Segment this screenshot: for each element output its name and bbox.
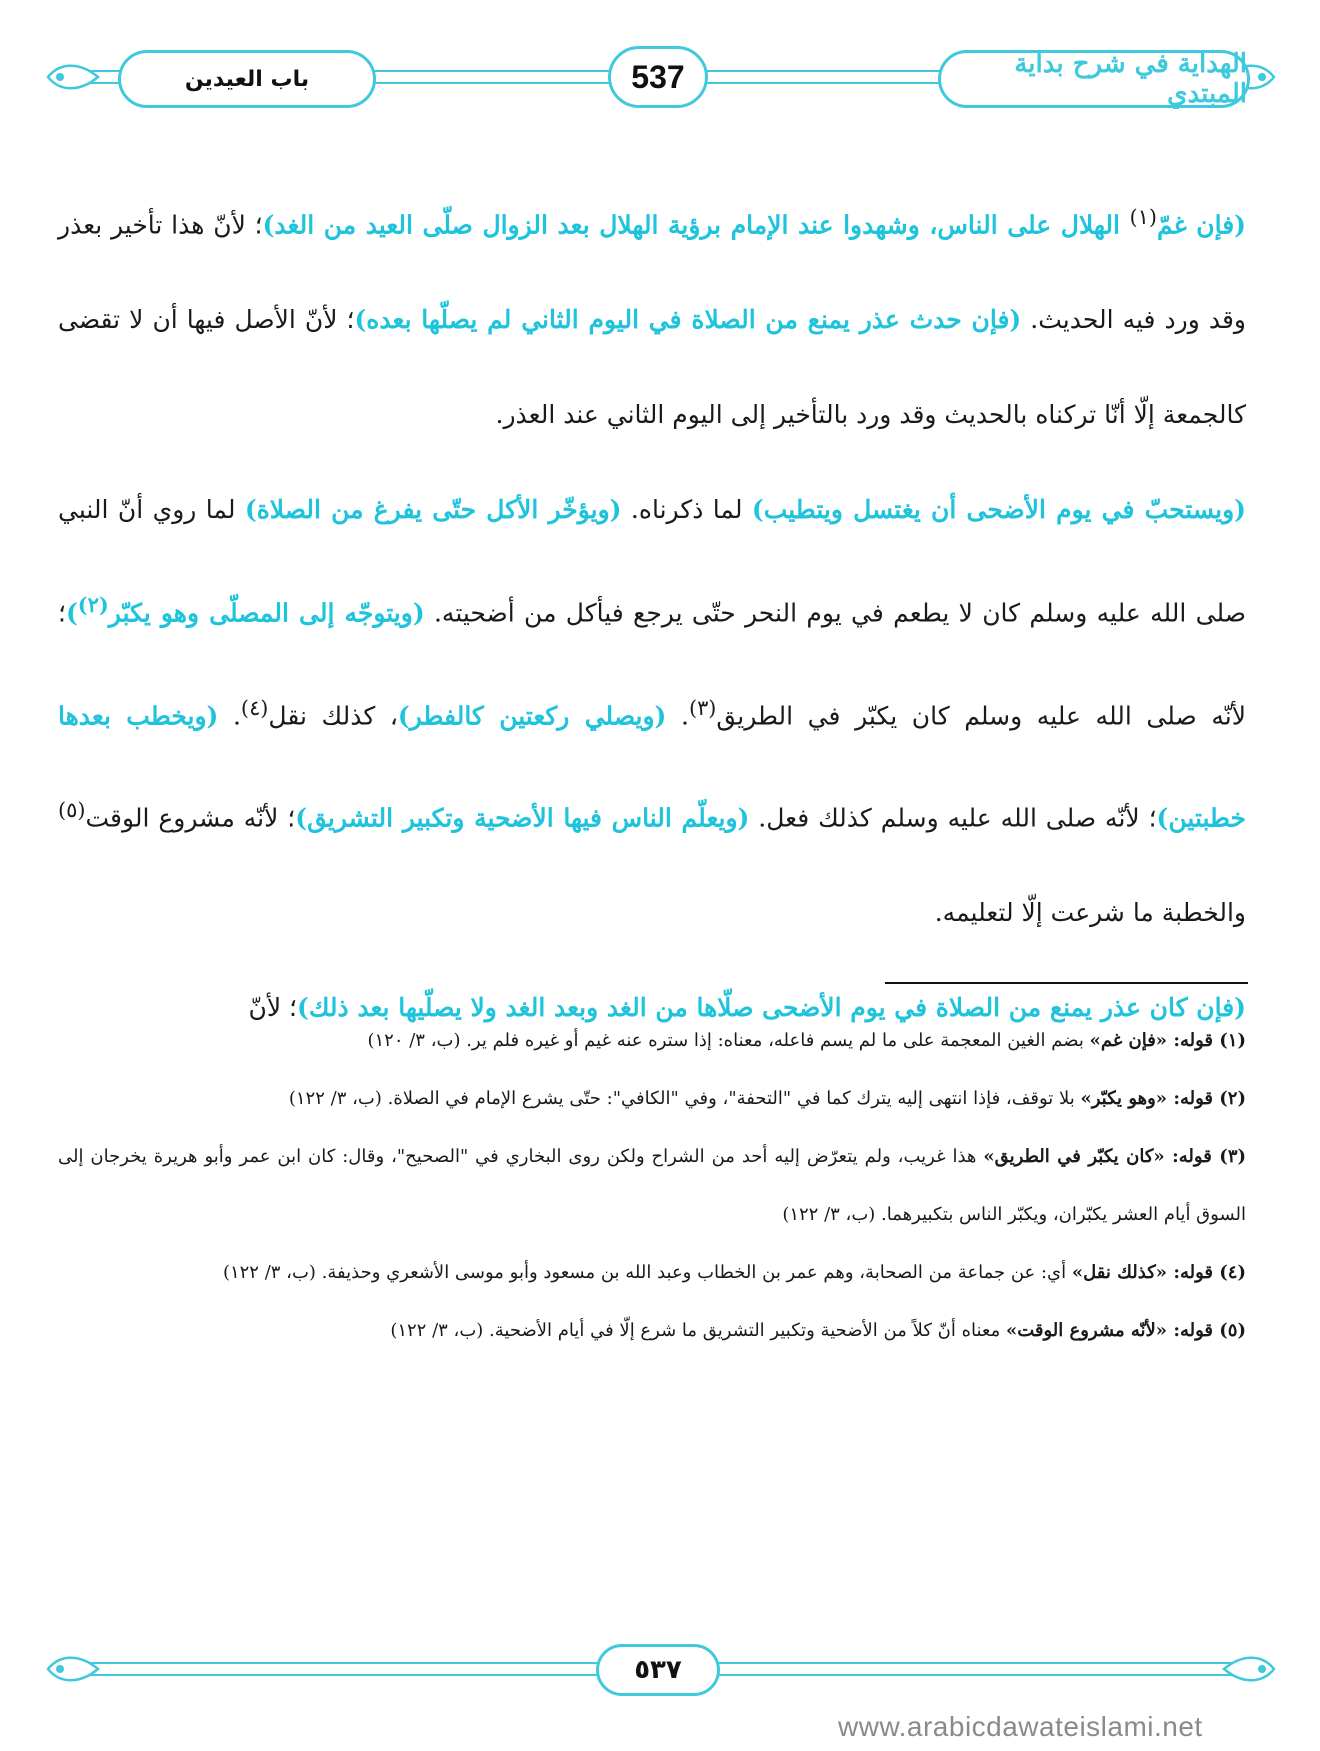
footnote-number: (٤) قوله: xyxy=(1173,1262,1246,1283)
footnote-1 xyxy=(58,1012,1246,1070)
footer-right-ornament-icon xyxy=(1222,1652,1282,1686)
matn-text: (ويخطب بعدها خطبتين) xyxy=(58,700,1246,833)
footnote-ref-2: (٢) xyxy=(77,592,109,618)
paragraph-1 xyxy=(58,170,1246,462)
matn-text: (فإن كان عذر يمنع من الصلاة في يوم الأضحى صلّاها من الغد وبعد الغد ولا يصلّيها بعد ذلك) xyxy=(297,993,1246,1023)
footnote-number: (٢) قوله: xyxy=(1173,1088,1246,1109)
commentary-text: والخطبة ما شرعت إلّا لتعليمه. xyxy=(934,898,1246,928)
commentary-text: ، كذلك نقل xyxy=(268,700,398,730)
footnote-number: (٥) قوله: xyxy=(1173,1320,1246,1341)
footnote-text: هذا غريب، ولم يتعرّض إليه أحد من الشراح ولكن روى البخاري في "الصحيح"، وقال: كان ابن عمر وأبو هريرة يخرجان إلى السوق أيام العشر يكبّران، ويكبّر الناس بتكبيرهما. (ب، ٣/ ١٢٢) xyxy=(58,1146,1246,1225)
footnote-quote: «كذلك نقل» xyxy=(1071,1262,1174,1283)
footer-left-ornament-icon xyxy=(40,1652,100,1686)
main-text xyxy=(58,170,1246,1055)
matn-text: (فإن حدث عذر يمنع من الصلاة في اليوم الثاني لم يصلّها بعده) xyxy=(354,305,1022,335)
commentary-text: ؛ لأنّ هذا تأخير بعذر وقد ورد فيه الحديث. xyxy=(58,210,1246,335)
footnote-separator xyxy=(885,982,1248,984)
commentary-text: . xyxy=(218,700,241,730)
book-title-capsule xyxy=(938,50,1250,108)
paragraph-2 xyxy=(58,462,1246,960)
footnote-quote: «فإن غم» xyxy=(1089,1030,1174,1051)
footer-page-number-capsule xyxy=(596,1644,720,1696)
footnote-ref-4: (٤) xyxy=(240,695,269,720)
footer-page-number: ٥٣٧ xyxy=(634,1655,682,1685)
footnote-2 xyxy=(58,1070,1246,1128)
commentary-text: ؛ لأنّ xyxy=(248,993,297,1023)
website-watermark: www.arabicdawateislami.net xyxy=(838,1711,1203,1742)
commentary-text: ؛ لأنّه مشروع الوقت xyxy=(85,803,296,833)
footnotes xyxy=(58,1012,1246,1360)
page-number: 537 xyxy=(631,58,685,95)
matn-text: الهلال على الناس، وشهدوا عند الإمام برؤية الهلال بعد الزوال صلّى العيد من الغد) xyxy=(262,210,1130,240)
page-number-capsule xyxy=(608,46,708,108)
footnote-ref-5: (٥) xyxy=(58,797,86,822)
commentary-text: لما روي أنّ النبي صلى الله عليه وسلم كان لا يطعم في يوم النحر حتّى يرجع فيأكل من أضحيته. xyxy=(58,495,1246,628)
commentary-text: ؛ لأنّه صلى الله عليه وسلم كذلك فعل. xyxy=(749,803,1157,833)
commentary-text: . xyxy=(666,700,689,730)
footnote-number: (٣) قوله: xyxy=(1172,1146,1247,1167)
footnote-ref-3: (٣) xyxy=(688,695,717,720)
matn-text: (ويصلي ركعتين كالفطر) xyxy=(397,700,667,730)
commentary-text: ؛ لأنّ الأصل فيها أن لا تقضى كالجمعة إلّا أنّا تركناه بالحديث وقد ورد بالتأخير إلى اليوم الثاني عند العذر. xyxy=(58,305,1246,430)
footnote-text: بضم الغين المعجمة على ما لم يسم فاعله، معناه: إذا ستره عنه غيم أو غيره فلم ير. (ب، ٣/ ١٢٠) xyxy=(367,1030,1090,1051)
footnote-number: (١) قوله: xyxy=(1173,1030,1246,1051)
footnote-3 xyxy=(58,1128,1246,1244)
footnote-ref-1: (١) xyxy=(1129,205,1157,229)
footnote-text: بلا توقف، فإذا انتهى إليه يترك كما في "التحفة"، وفي "الكافي": حتّى يشرع الإمام في الصلاة. (ب، ٣/ ١٢٢) xyxy=(288,1088,1081,1109)
matn-text: (ويتوجّه إلى المصلّى وهو يكبّر xyxy=(108,598,425,628)
matn-text: ) xyxy=(65,598,78,628)
matn-text: (ويؤخّر الأكل حتّى يفرغ من الصلاة) xyxy=(244,495,622,525)
chapter-title-capsule xyxy=(118,50,376,108)
matn-text: (ويعلّم الناس فيها الأضحية وتكبير التشريق) xyxy=(295,803,750,833)
footnote-text: معناه أنّ كلاً من الأضحية وتكبير التشريق ما شرع إلّا في أيام الأضحية. (ب، ٣/ ١٢٢) xyxy=(390,1320,1006,1341)
footnote-4 xyxy=(58,1244,1246,1302)
footnote-quote: «وهو يكبّر» xyxy=(1080,1088,1174,1109)
footnote-quote: «كان يكبّر في الطريق» xyxy=(983,1146,1173,1167)
header-left-ornament-icon xyxy=(40,60,100,94)
footnote-5 xyxy=(58,1302,1246,1360)
footnote-quote: «لأنّه مشروع الوقت» xyxy=(1005,1320,1174,1341)
matn-text: (ويستحبّ في يوم الأضحى أن يغتسل ويتطيب) xyxy=(751,495,1246,525)
footnote-text: أي: عن جماعة من الصحابة، وهم عمر بن الخطاب وعبد الله بن مسعود وأبو موسى الأشعري وحذيفة. (ب، ٣/ ١٢٢) xyxy=(222,1262,1072,1283)
commentary-text: ؛ لأنّه صلى الله عليه وسلم كان يكبّر في الطريق xyxy=(58,598,1246,730)
matn-text: (فإن غمّ xyxy=(1156,210,1247,240)
chapter-title: باب العيدين xyxy=(184,66,310,92)
book-title: الهداية في شرح بداية المبتدي xyxy=(1014,49,1247,109)
commentary-text: لما ذكرناه. xyxy=(621,495,752,525)
